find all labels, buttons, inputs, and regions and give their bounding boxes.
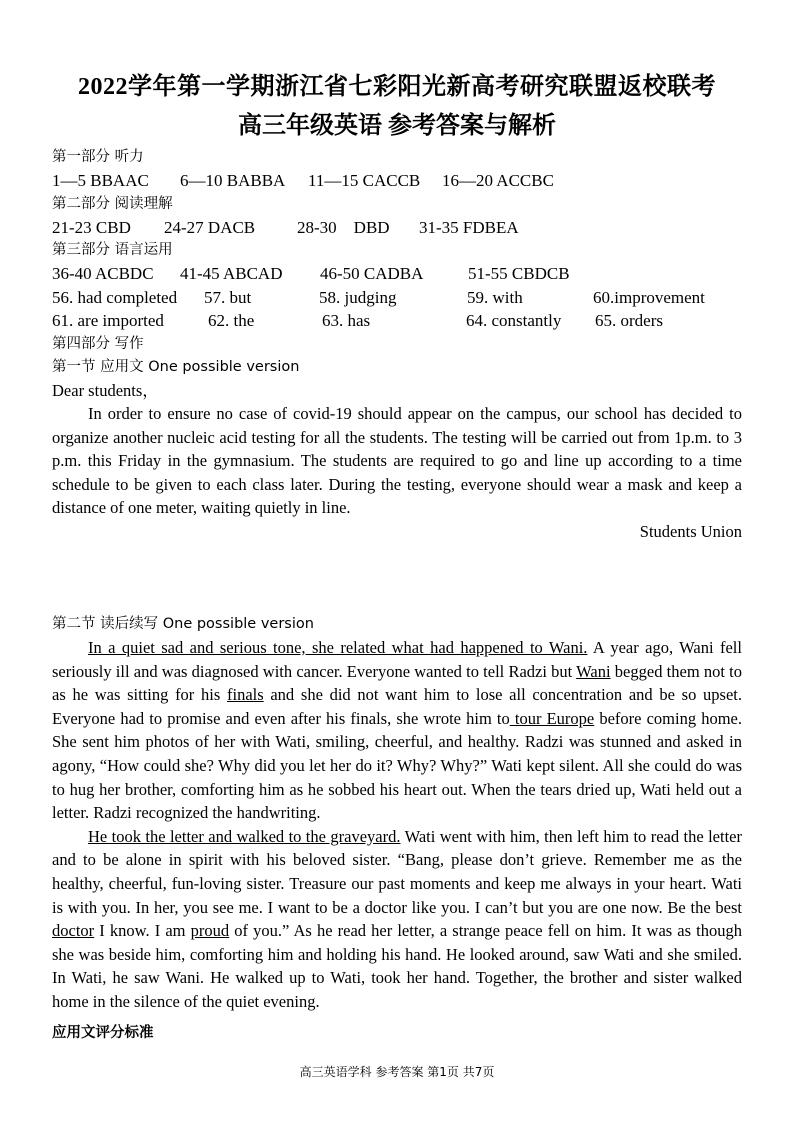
answer-item: 62. the <box>208 311 255 330</box>
answer-item: 56. had completed <box>52 287 178 307</box>
letter-greeting: Dear students， <box>52 380 159 400</box>
answer-group: 51-55 CBDCB <box>468 264 570 283</box>
letter-body: In order to ensure no case of covid-19 should appear on the campus, our school has decided to organize another nucleic acid testing for all the students. The testing will be carried out from 1p.m. to 3 p.m. this Friday in the gymnasium. The students are required to go and line up according to a time schedule to be given to each class later. During the testing, everyone should wear a mask and keep a distance of one meter, waiting quietly in line. <box>52 404 742 517</box>
part4-heading: 第四部分 写作 <box>52 335 144 352</box>
continuation-paragraph-1: In a quiet sad and serious tone, she related what had happened to Wani. A year ago, Wani fell seriously ill and was diagnosed with cancer. Everyone wanted to tell Radzi but Wani begged them not to as he was sitting for his finals and she did not want him to lose all concentration and be so upset. Everyone had to promise and even after his finals, she wrote him to tour Europe before coming home. She sent him photos of her with Wati, smiling, cheerful, and healthy. Radzi was stunned and asked in agony, “How could she? Why did you let her do it? Why? Why?” Wati kept silent. All she could do was to hug her brother, comforting him as he sobbed his heart out. When the tears dried up, Wati held out a letter. Radzi recognized the handwriting. <box>52 638 743 823</box>
part3-answers-row1 <box>52 262 742 286</box>
answer-group: 6—10 BABBA <box>180 171 286 190</box>
section2-heading: 第二节 读后续写 One possible version <box>52 616 314 632</box>
underlined-word: tour Europe <box>509 708 595 728</box>
answer-group: 41-45 ABCAD <box>180 264 283 283</box>
continuation-paragraph-2: He took the letter and walked to the graveyard. Wati went with him, then left him to read the letter and to be alone in spirit with his beloved sister. “Bang, please don’t grieve. Remember me as the healthy, cheerful, fun-loving sister. Treasure our past moments and keep me always in your heart. Wati is with you. In her, you see me. I want to be a doctor like you. I can’t but you are one now. Be the best doctor I know. I am proud of you.” As he read her letter, a strange peace fell on him. It was as though she was beside him, comforting him and holding his hand. He looked around, saw Wati and she smiled. In Wati, he saw Wani. He walked up to Wati, took her hand. Together, the brother and sister walked home in the silence of the quiet evening. <box>52 826 743 1011</box>
criteria-heading: 应用文评分标准 <box>52 1024 154 1041</box>
underlined-word: doctor <box>52 921 95 941</box>
answer-item: 57. but <box>204 287 252 307</box>
underlined-word: Wani <box>576 661 611 681</box>
underlined-opening-sentence: In a quiet sad and serious tone, she related what had happened to Wani. <box>88 638 588 657</box>
part1-heading: 第一部分 听力 <box>52 149 144 165</box>
answer-item: 65. orders <box>595 311 663 330</box>
part2-heading: 第二部分 阅读理解 <box>52 195 173 212</box>
answer-group: 11—15 CACCB <box>308 171 421 190</box>
part3-heading: 第三部分 语言运用 <box>52 242 173 258</box>
answer-item: 64. constantly <box>466 311 562 330</box>
answer-group: 1—5 BBAAC <box>52 171 149 190</box>
answer-item: 58. judging <box>319 287 397 307</box>
answer-item: 61. are imported <box>52 311 164 330</box>
answer-group: 21-23 CBD <box>52 217 131 237</box>
answer-item: 60.improvement <box>593 287 705 307</box>
part1-answers <box>52 169 742 193</box>
answer-group: 36-40 ACBDC <box>52 264 154 283</box>
underlined-word: finals <box>226 685 264 705</box>
underlined-opening-sentence: He took the letter and walked to the graveyard. <box>88 826 401 846</box>
part3-answers-row3 <box>52 309 742 333</box>
part3-answers-row2 <box>52 286 742 310</box>
underlined-word: proud <box>190 921 230 941</box>
section1-heading: 第一节 应用文 One possible version <box>52 358 300 375</box>
part2-answers <box>52 216 742 240</box>
page-content <box>52 146 742 1045</box>
document-subtitle: 高三年级英语 参考答案与解析 <box>238 113 556 139</box>
answer-group: 24-27 DACB <box>164 217 256 237</box>
answer-item: 59. with <box>467 287 523 307</box>
letter-signature: Students Union <box>639 521 742 541</box>
answer-group: 16—20 ACCBC <box>442 171 554 190</box>
answer-item: 63. has <box>322 311 371 330</box>
answer-group: 28-30 DBD <box>297 217 390 237</box>
answer-group: 31-35 FDBEA <box>419 217 519 237</box>
page-footer: 高三英语学科 参考答案 第1页 共7页 <box>299 1065 495 1079</box>
answer-group: 46-50 CADBA <box>320 264 424 283</box>
document-title: 2022学年第一学期浙江省七彩阳光新高考研究联盟返校联考 <box>78 74 716 100</box>
